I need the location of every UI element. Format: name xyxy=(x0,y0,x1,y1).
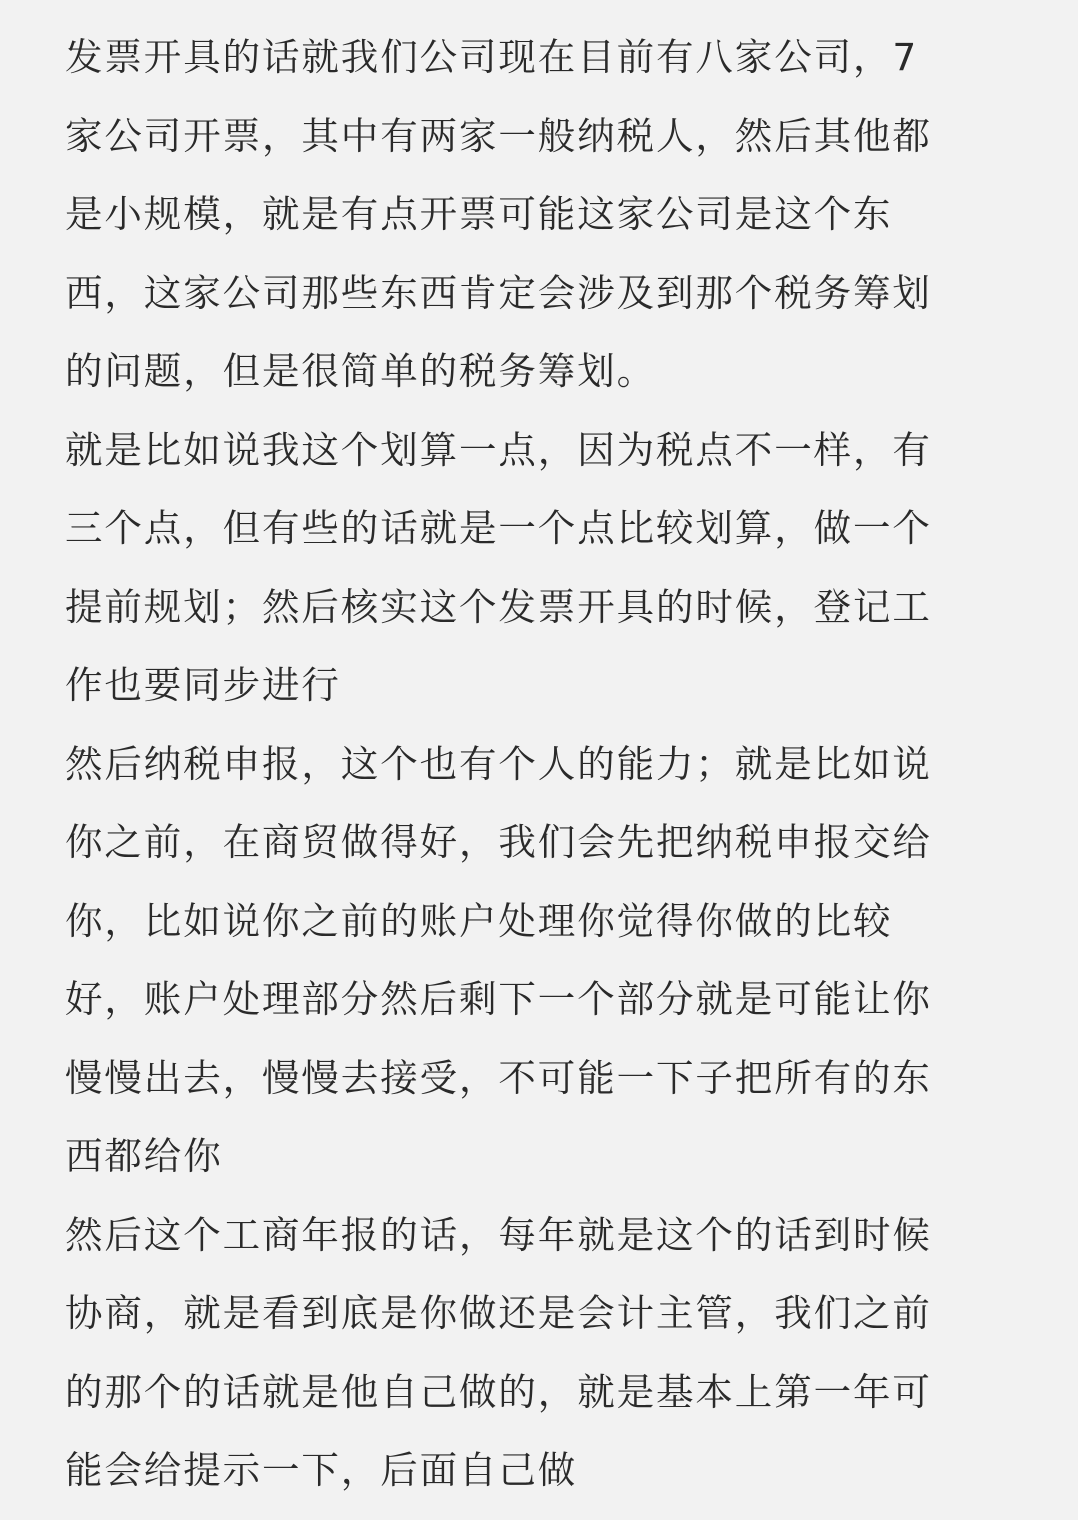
text-line: 提前规划；然后核实这个发票开具的时候，登记工 xyxy=(65,584,932,629)
text-line: 然后纳税申报，这个也有个人的能力；就是比如说 xyxy=(65,741,932,786)
text-line: 三个点，但有些的话就是一个点比较划算，做一个 xyxy=(65,506,932,550)
text-line: 的那个的话就是他自己做的，就是基本上第一年可 xyxy=(65,1369,932,1414)
text-line: 然后这个工商年报的话，每年就是这个的话到时候 xyxy=(65,1212,932,1257)
text-line: 的问题，但是很简单的税务筹划。 xyxy=(65,349,656,393)
text-line: 能会给提示一下，后面自己做 xyxy=(65,1448,578,1492)
text-line: 西，这家公司那些东西肯定会涉及到那个税务筹划 xyxy=(65,270,932,315)
text-line: 发票开具的话就我们公司现在目前有八家公司，7 xyxy=(65,35,919,79)
text-line: 慢慢出去，慢慢去接受，不可能一下子把所有的东 xyxy=(65,1055,932,1100)
text-line: 作也要同步进行 xyxy=(65,663,341,707)
paragraph-tax-filing xyxy=(65,725,1005,1196)
document-body xyxy=(65,18,1005,1510)
text-line: 西都给你 xyxy=(65,1134,223,1178)
paragraph-annual-report xyxy=(65,1196,1005,1510)
text-line: 协商，就是看到底是你做还是会计主管，我们之前 xyxy=(65,1291,932,1335)
paragraph-tax-planning xyxy=(65,411,1005,725)
paragraph-invoicing xyxy=(65,18,1005,411)
text-line: 是小规模，就是有点开票可能这家公司是这个东 xyxy=(65,192,893,236)
text-line: 家公司开票，其中有两家一般纳税人，然后其他都 xyxy=(65,113,932,158)
text-line: 好，账户处理部分然后剩下一个部分就是可能让你 xyxy=(65,977,932,1021)
text-line: 就是比如说我这个划算一点，因为税点不一样，有 xyxy=(65,427,932,472)
text-line: 你，比如说你之前的账户处理你觉得你做的比较 xyxy=(65,898,893,943)
text-line: 你之前，在商贸做得好，我们会先把纳税申报交给 xyxy=(65,820,932,864)
